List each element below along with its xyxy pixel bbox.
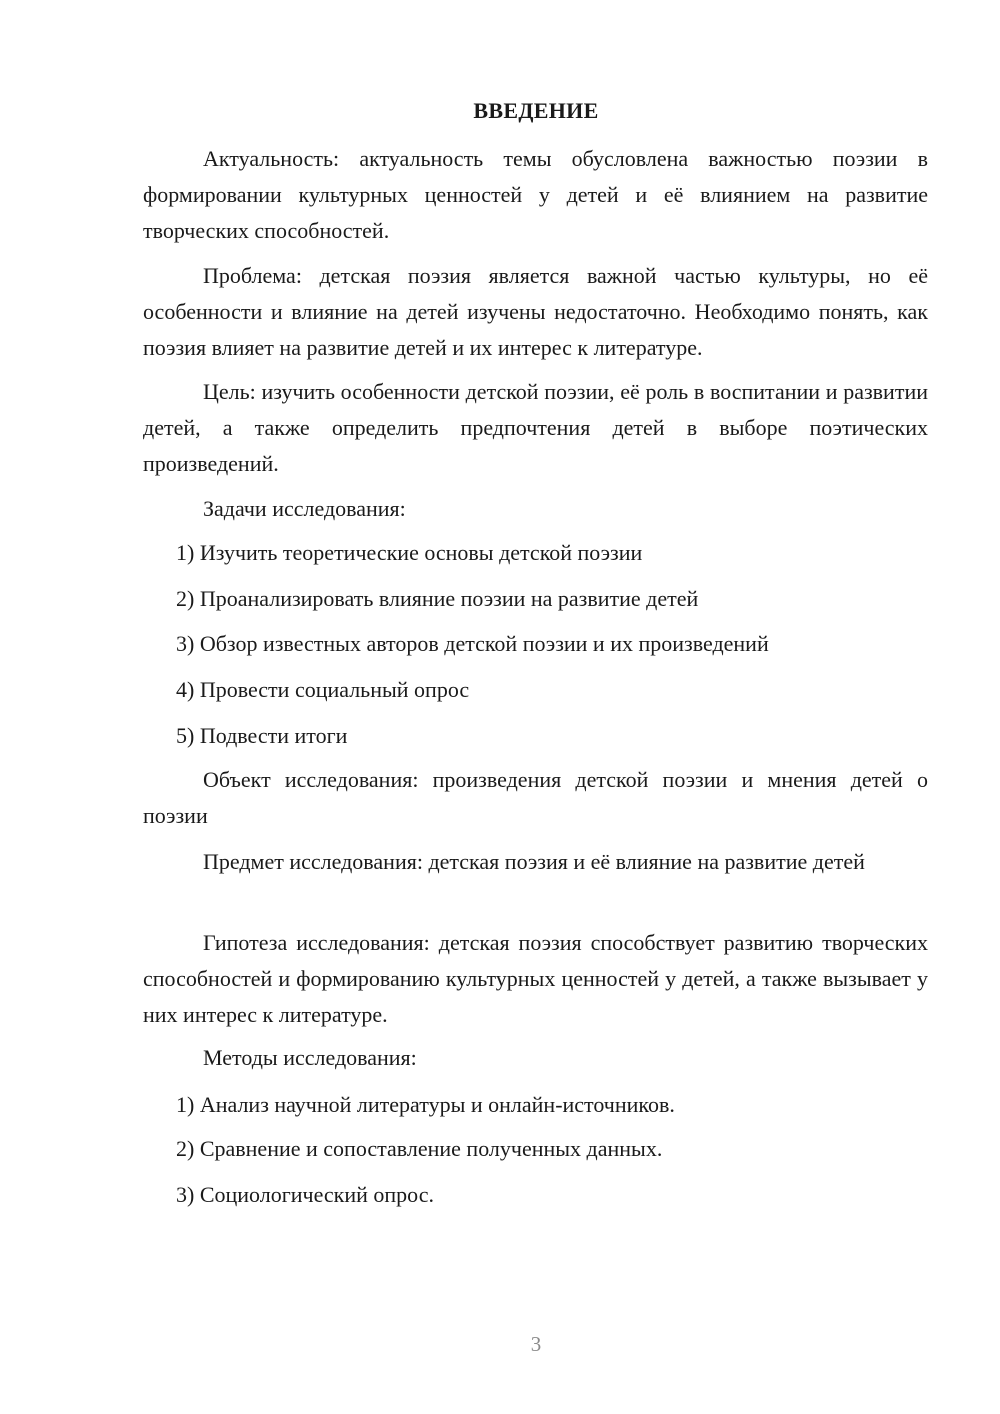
tasks-heading: Задачи исследования:	[203, 496, 406, 521]
hypothesis-paragraph: Гипотеза исследования: детская поэзия способствует развитию творческих способностей и формированию культурных ценностей у детей, а также вызывает у них интерес к литературе.	[143, 930, 928, 1027]
page-number: 3	[530, 1332, 542, 1356]
methods-heading: Методы исследования:	[203, 1045, 417, 1070]
method-item: 2) Сравнение и сопоставление полученных данных.	[176, 1136, 663, 1161]
section-title: ВВЕДЕНИЕ	[473, 98, 599, 123]
task-item: 5) Подвести итоги	[176, 723, 348, 748]
object-paragraph: Объект исследования: произведения детской поэзии и мнения детей о поэзии	[143, 767, 928, 828]
goal-paragraph: Цель: изучить особенности детской поэзии, её роль в воспитании и развитии детей, а также определить предпочтения детей в выборе поэтических произведений.	[143, 379, 928, 476]
method-item: 3) Социологический опрос.	[176, 1182, 434, 1207]
task-item: 1) Изучить теоретические основы детской поэзии	[176, 540, 643, 565]
task-item: 2) Проанализировать влияние поэзии на развитие детей	[176, 586, 699, 611]
method-item: 1) Анализ научной литературы и онлайн-источников.	[176, 1092, 675, 1117]
task-item: 4) Провести социальный опрос	[176, 677, 470, 702]
task-item: 3) Обзор известных авторов детской поэзии и их произведений	[176, 631, 769, 656]
relevance-paragraph: Актуальность: актуальность темы обусловлена важностью поэзии в формировании культурных ценностей у детей и её влиянием на развитие творческих способностей.	[143, 146, 928, 243]
subject-paragraph: Предмет исследования: детская поэзия и её влияние на развитие детей	[203, 849, 865, 874]
problem-paragraph: Проблема: детская поэзия является важной частью культуры, но её особенности и влияние на детей изучены недостаточно. Необходимо понять, как поэзия влияет на развитие детей и их интерес к литературе.	[143, 263, 928, 360]
